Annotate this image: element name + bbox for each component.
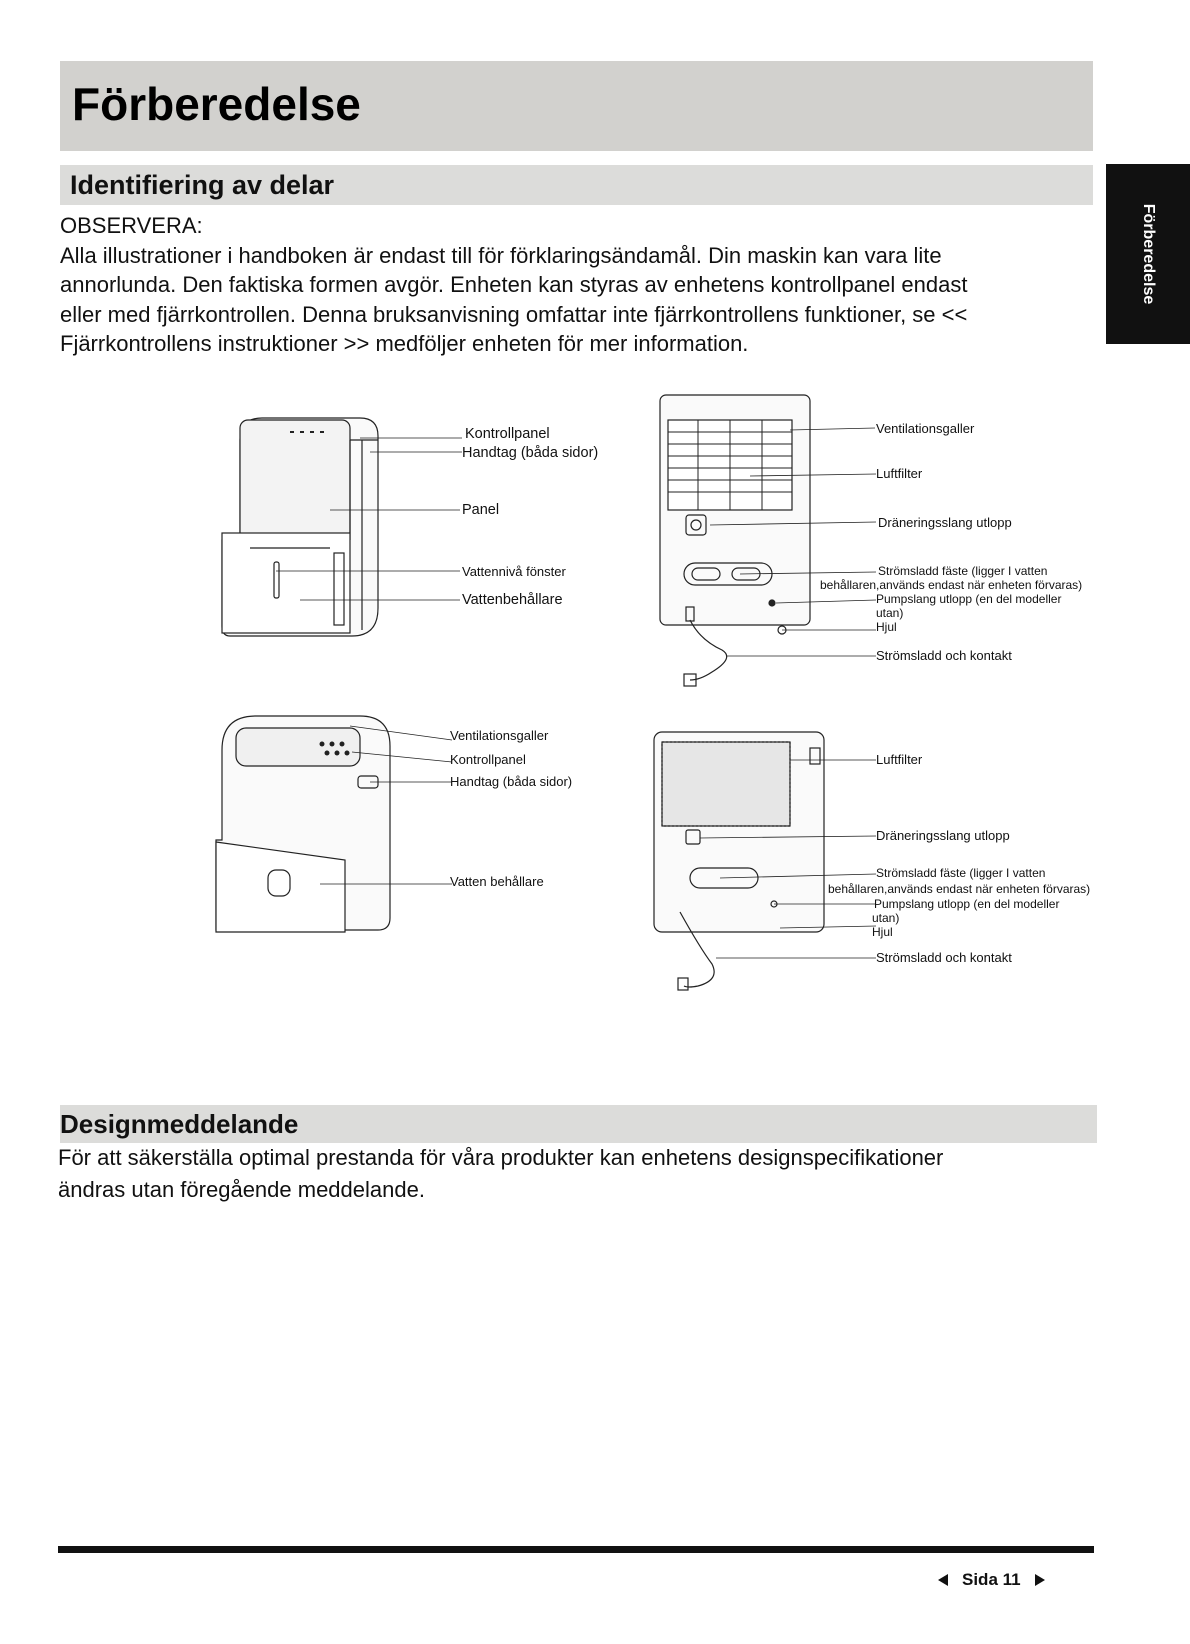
dehumidifier-back-2-illustration [654,732,876,990]
label-pumpslang: Pumpslang utlopp (en del modeller [876,592,1062,606]
label-dranering: Dräneringsslang utlopp [878,515,1012,530]
note-line: Alla illustrationer i handboken är endast till för förklaringsändamål. Din maskin kan vara lite [60,242,942,268]
label-luftfilter: Luftfilter [876,752,923,767]
footer-rule [58,1546,1094,1553]
note-line: Fjärrkontrollens instruktioner >> medföljer enheten för mer information. [60,331,749,356]
label-panel: Panel [462,502,500,518]
label-vattenniva: Vattennivå fönster [462,564,566,579]
label-stromsladd-kontakt: Strömsladd och kontakt [876,950,1012,965]
side-tab-label: Förberedelse [1140,203,1157,305]
label-stromsladd-kontakt: Strömsladd och kontakt [876,648,1012,663]
next-page-icon[interactable] [1035,1574,1045,1586]
page-navigation [938,1568,1045,1592]
label-ventilation: Ventilationsgaller [876,421,975,436]
previous-page-icon[interactable] [938,1574,948,1586]
label-handtag: Handtag (båda sidor) [450,774,573,789]
label-pumpslang-cont: utan) [872,911,900,925]
label-pumpslang: Pumpslang utlopp (en del modeller [874,897,1060,911]
label-luftfilter: Luftfilter [876,466,923,481]
label-stromsladd-faste-cont: behållaren,används endast när enheten förvaras) [820,578,1083,592]
label-ventilation: Ventilationsgaller [450,728,549,743]
page-title: Förberedelse [72,78,361,130]
label-stromsladd-faste: Strömsladd fäste (ligger I vatten [878,564,1048,578]
dehumidifier-front-2-illustration [216,716,452,932]
design-section-title: Designmeddelande [60,1109,299,1139]
design-line: ändras utan föregående meddelande. [58,1177,425,1202]
label-handtag: Handtag (båda sidor) [462,445,599,461]
label-hjul: Hjul [872,925,893,939]
label-kontrollpanel: Kontrollpanel [465,426,550,442]
label-pumpslang-cont: utan) [876,606,904,620]
label-vattenbehallare: Vattenbehållare [462,592,563,608]
dehumidifier-back-1-illustration [660,395,876,686]
note-heading: OBSERVERA: [60,213,203,238]
label-stromsladd-faste-cont: behållaren,används endast när enheten förvaras) [828,882,1091,896]
label-vatten-behallare: Vatten behållare [450,874,544,889]
dehumidifier-front-1-illustration [222,418,462,636]
note-line: eller med fjärrkontrollen. Denna bruksanvisning omfattar inte fjärrkontrollens funktioner, se << [60,301,968,327]
page-number: Sida 11 [962,1570,1021,1589]
design-line: För att säkerställa optimal prestanda för våra produkter kan enhetens designspecifikationer [58,1145,944,1170]
label-stromsladd-faste: Strömsladd fäste (ligger I vatten [876,866,1046,880]
label-kontrollpanel: Kontrollpanel [450,752,526,767]
design-body [58,1142,1098,1206]
label-dranering: Dräneringsslang utlopp [876,828,1010,843]
label-hjul: Hjul [876,620,897,634]
note-line: annorlunda. Den faktiska formen avgör. Enheten kan styras av enhetens kontrollpanel endast [60,272,968,297]
section-title: Identifiering av delar [70,170,335,200]
